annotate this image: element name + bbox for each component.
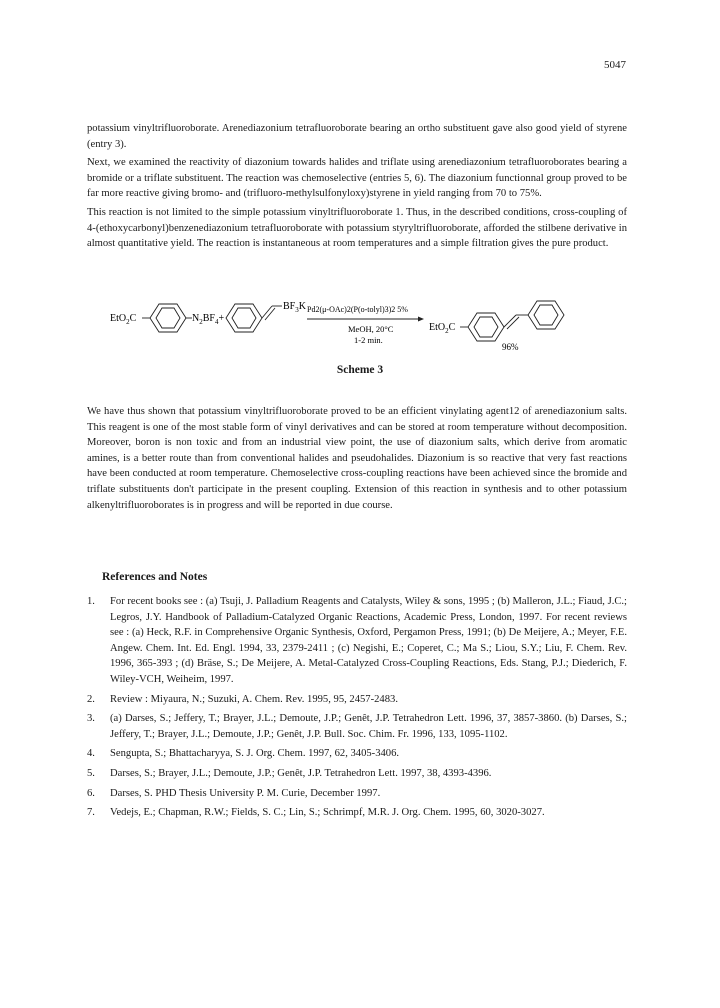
paragraph: We have thus shown that potassium vinyltrifluoroborate proved to be an efficient vinylating agent12 of arenediazonium salts. This reagent is one of the most stable form of vinyl derivatives and can be stored at room temperature without decomposition. Moreover, boron is non toxic and from an industrial view point, the use of diazonium salts, which derive from aromatic amines, is a better route than from conventional halides and pseudohalides. Diazonium is so reactive that very fast reactions have been conducted at room temperature. Chemoselective cross-coupling reactions have been achieved since the bromide and triflate substituents don't participate in the present coupling. Extension of this reaction in synthesis and to other potassium alkenyltrifluoroborates is in progress and will be reported in due course. — [87, 406, 627, 511]
reference-number: 7. — [87, 807, 95, 819]
reference-text: Darses, S. PHD Thesis University P. M. Curie, December 1997. — [110, 787, 381, 799]
reference-item — [87, 692, 627, 708]
catalyst-label: Pd2(μ-OAc)2(P(o-tolyl)3)2 5% — [307, 305, 408, 314]
page-number: 5047 — [604, 59, 626, 71]
reference-number: 1. — [87, 596, 95, 607]
diazonium-label: $N_2BF_4+$ — [192, 313, 225, 326]
scheme-title: Scheme 3 — [336, 364, 384, 376]
paragraph: potassium vinyltrifluoroborate. Arenediazonium tetrafluoroborate bearing an ortho substituent gave also good yield of styrene (entry 3). — [87, 123, 627, 150]
boron-reagent-label: $BF_3K$ — [283, 301, 306, 314]
reference-text: Review : Miyaura, N.; Suzuki, A. Chem. Rev. 1995, 95, 2457-2483. — [110, 693, 398, 705]
reference-text: Darses, S.; Brayer, J.L.; Demoute, J.P.; Genêt, J.P. Tetrahedron Lett. 1997, 38, 4393-4396. — [110, 767, 492, 779]
reference-item — [87, 786, 627, 802]
vinyl-bond-icon — [262, 306, 282, 320]
reaction-scheme — [96, 286, 566, 362]
references-heading: References and Notes — [102, 571, 208, 583]
reference-number: 6. — [87, 787, 95, 799]
reference-item — [87, 766, 627, 782]
reference-item — [87, 805, 627, 821]
reference-number: 5. — [87, 767, 95, 779]
reference-item — [87, 594, 627, 688]
reference-number: 4. — [87, 748, 95, 760]
references-list — [87, 594, 627, 825]
conclusion-text — [87, 404, 627, 516]
reference-text: Sengupta, S.; Bhattacharyya, S. J. Org. Chem. 1997, 62, 3405-3406. — [110, 748, 400, 760]
reference-text: (a) Darses, S.; Jeffery, T.; Brayer, J.L.; Demoute, J.P.; Genêt, J.P. Tetrahedron Lett. 1996, 37, 3857-3860. (b) Darses, S.; Jeffery, T.; Brayer, J.L.; Demoute, J.P.; Genêt, J.P. Bull. Soc. Chim. Fr. 1996, 133, 1095-1102. — [110, 713, 627, 740]
reference-item — [87, 746, 627, 762]
reference-number: 3. — [87, 713, 95, 725]
benzene-ring-icon — [468, 313, 504, 341]
reaction-arrow-icon — [307, 317, 424, 322]
reference-item — [87, 711, 627, 742]
reference-text: Vedejs, E.; Chapman, R.W.; Fields, S. C.; Lin, S.; Schrimpf, M.R. J. Org. Chem. 1995, 60, 3020-3027. — [110, 807, 545, 819]
intro-text — [87, 121, 627, 255]
reference-number: 2. — [87, 693, 95, 705]
benzene-ring-icon — [226, 304, 262, 332]
yield-label: 96% — [502, 342, 519, 352]
benzene-ring-icon — [528, 301, 564, 329]
paragraph: This reaction is not limited to the simple potassium vinyltrifluoroborate 1. Thus, in the described conditions, cross-coupling of 4-(ethoxycarbonyl)benzenediazonium tetrafluoroborate with potassium styryltrifluoroborate, afforded the stilbene derivative in almost quantitative yield. The reaction is instantaneous at room temperatures and a simple filtration gives the pure product. — [87, 206, 627, 250]
product-ester-label: EtO$_2$C — [429, 322, 456, 335]
stilbene-double-bond-icon — [504, 315, 528, 329]
solvent-temp-label: MeOH, 20°C — [348, 324, 394, 334]
reference-text: For recent books see : (a) Tsuji, J. Palladium Reagents and Catalysts, Wiley & sons, 1995 ; (b) Malleron, J.L.; Fiaud, J.C.; Legros, J.Y. Handbook of Palladium-Catalyzed Organic Reactions, Academic Press, London, 1997. For recent reviews see : (a) Heck, R.F. in Comprehensive Organic Synthesis, Oxford, Pergamon Press, 1991; (b) De Meijere, A.; Meyer, F.E. Angew. Chem. Int. Ed. Engl. 1994, 33, 2379-2411 ; (c) Negishi, E.; Coperet, C.; Ma S.; Liou, S.Y.; Liu, F. Chem. Rev. 1996, 365-393 ; (d) Bräse, S.; De Meijere, A. Metal-Catalyzed Cross-Coupling Reactions, Eds. Stang, P.J.; Diederich, F. Wiley-VCH, Weiheim, 1997. — [110, 596, 627, 685]
paragraph: Next, we examined the reactivity of diazonium towards halides and triflate using arenediazonium tetrafluoroborates bearing a bromide or a triflate substituent. The reaction was chemoselective (entries 5, 6). The diazonium functionnal group proved to be far more reactive giving bromo- and (trifluoro-methylsulfonyloxy)styrene in yield ranging from 70 to 75%. — [87, 157, 627, 200]
time-label: 1-2 min. — [354, 335, 383, 345]
reactant-ester-label: EtO$_2$C — [110, 313, 137, 326]
benzene-ring-icon — [150, 304, 186, 332]
